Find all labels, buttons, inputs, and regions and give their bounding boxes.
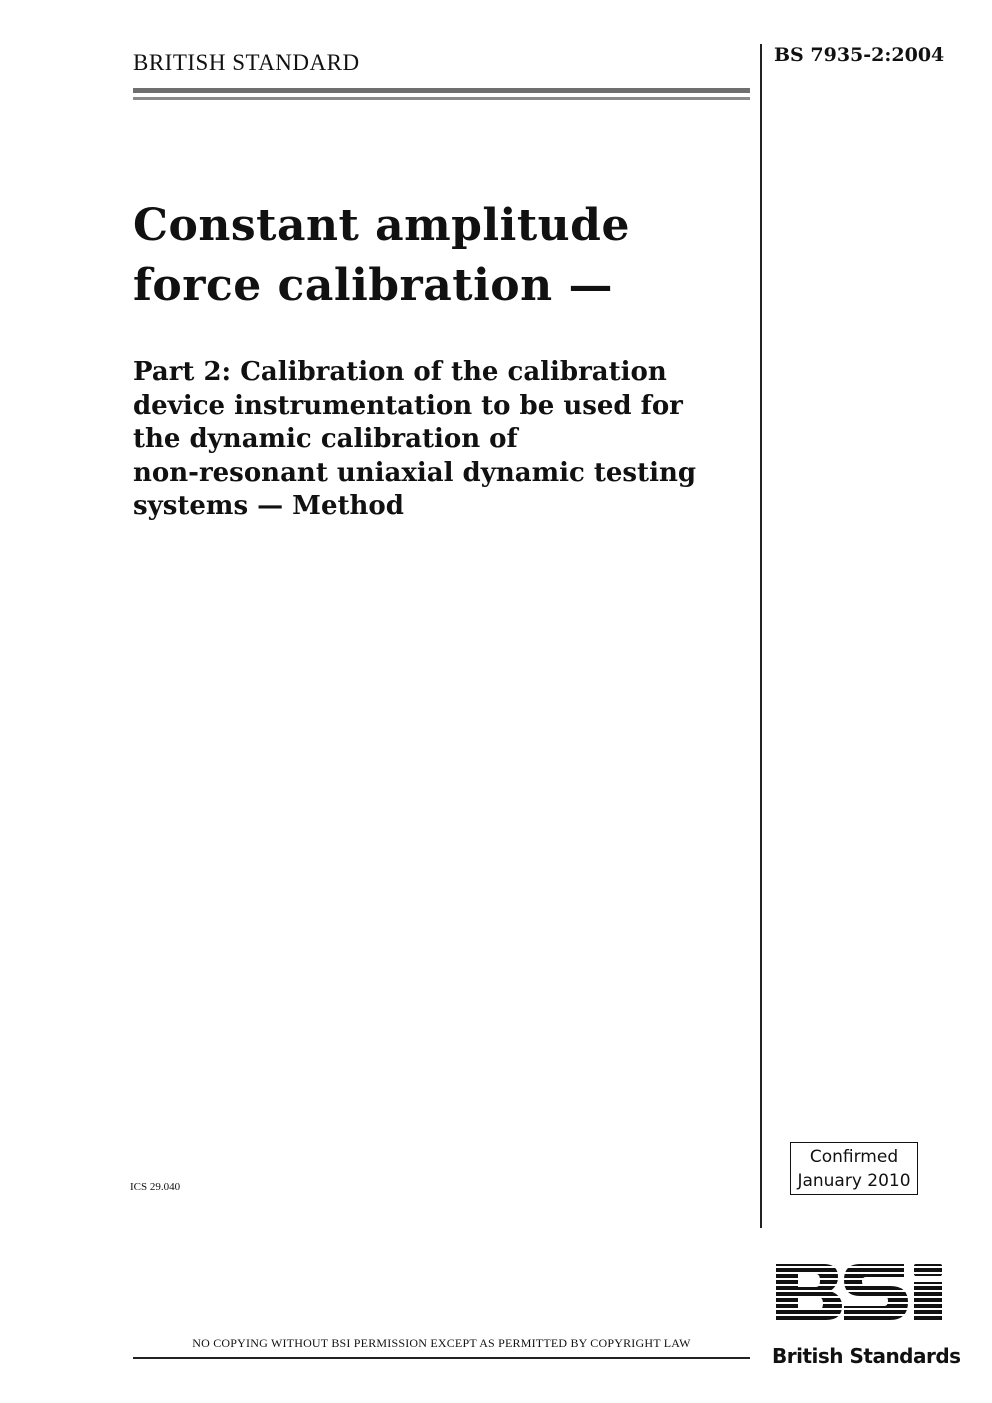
copyright-notice: NO COPYING WITHOUT BSI PERMISSION EXCEPT AS PERMITTED BY COPYRIGHT LAW <box>192 1336 691 1350</box>
confirmed-date: January 2010 <box>797 1171 911 1191</box>
page-title <box>133 196 733 316</box>
confirmed-stamp <box>790 1142 918 1195</box>
standard-number: BS 7935-2:2004 <box>774 44 945 66</box>
header-rule-thick <box>133 88 750 93</box>
subtitle-line-2: device instrumentation to be used for <box>133 390 683 421</box>
subtitle-line-4: non-resonant uniaxial dynamic testing <box>133 457 697 488</box>
bsi-caption: British Standards <box>772 1344 961 1368</box>
header-label: BRITISH STANDARD <box>133 50 360 75</box>
vertical-divider <box>760 44 762 1228</box>
subtitle-line-1: Part 2: Calibration of the calibration <box>133 357 667 387</box>
confirmed-label: Confirmed <box>809 1147 899 1167</box>
footer-rule <box>133 1357 750 1359</box>
header-rule-thin <box>133 97 750 100</box>
title-line-2: force calibration — <box>133 260 613 311</box>
subtitle-line-5: systems — Method <box>133 491 404 521</box>
ics-code: ICS 29.040 <box>130 1181 181 1193</box>
subtitle-line-3: the dynamic calibration of <box>133 424 518 454</box>
page-subtitle <box>133 356 753 524</box>
bsi-logo-icon <box>772 1262 952 1322</box>
title-line-1: Constant amplitude <box>133 200 630 251</box>
